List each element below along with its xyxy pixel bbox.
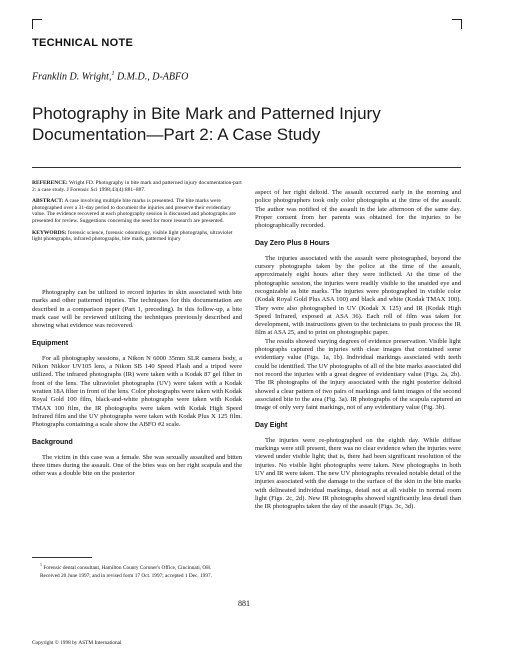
- footnote-1-text: Forensic dental consultant, Hamilton County Coroner's Office, Cincinnati, OH.: [42, 564, 212, 571]
- author-line: [32, 71, 188, 82]
- footnote-divider: [32, 557, 92, 558]
- right-column: [255, 189, 461, 511]
- footnote-1: [32, 561, 242, 572]
- keywords-label: KEYWORDS:: [32, 229, 67, 236]
- abstract-box: [32, 180, 242, 284]
- author-name: Franklin D. Wright,: [32, 71, 112, 83]
- crop-mark-top-right: [452, 19, 462, 29]
- equipment-heading: Equipment: [32, 340, 69, 348]
- intro-paragraph: Photography can be utilized to record injuries in skin associated with bite marks and other patterned injuries. The techniques for this documentation are described in a comparison paper (Part 1, preceding). In this follow-up, a bite mark case will be reviewed utilizing the techniques previously described and showing what evidence was recovered.: [32, 289, 242, 330]
- footnotes: [32, 561, 242, 581]
- page-number: 881: [238, 599, 250, 608]
- abstract-text: A case involving multiple bite marks is presented. The bite marks were photographed over a 31-day period to document the injuries and preserve their evidentiary value. The evidence recovered at each photography session is discussed and photographs are presented for review. Suggestions concerning the need for more research are presented.: [32, 198, 236, 224]
- footnote-1-mark: 1: [40, 562, 42, 567]
- title-divider: [32, 167, 461, 168]
- day-zero-paragraph-1: The injuries associated with the assault were photographed, beyond the cursory photographs taken by the police at the time of the assault, approximately eight hours after they were inflicted. At the time of the photographic session, the injuries were readily visible to the unaided eye and recognizable as bite marks. The injuries were photographed in visible color (Kodak Royal Gold Plus ASA 100) and black and white (Kodak TMAX 100). They were also photographed in UV (Kodak X 125) and IR (Kodak High Speed Infrared, exposed at ASA 36). Each roll of film was taken for development, with instructions given to the technicians to push process the IR film at ASA 25, and to print on photographic paper.: [255, 254, 461, 337]
- continuation-paragraph: aspect of her right deltoid. The assault occurred early in the morning and police photographers took only color photographs at the time of the assault. The author was notified of the assault in the late afternoon of the same day. Proper consent from her parents was obtained for the injuries to be photographically recorded.: [255, 189, 461, 230]
- section-label: TECHNICAL NOTE: [32, 37, 134, 49]
- reference-paragraph: [32, 180, 242, 193]
- author-degrees: D.M.D., D-ABFO: [114, 71, 189, 83]
- abstract-label: ABSTRACT:: [32, 198, 64, 205]
- reference-label: REFERENCE:: [32, 180, 68, 186]
- left-column: [32, 289, 242, 479]
- background-heading: Background: [32, 439, 73, 447]
- reference-text: Wright FD. Photography in bite mark and patterned injury documentation-part 2: a case study. J Forensic Sci 1998;43(4):881–887.: [32, 180, 242, 193]
- equipment-paragraph: For all photography sessions, a Nikon N 6000 35mm SLR camera body, a Nikon Nikkor UV105 lens, a Nikon SB 140 Speed Flash and a tripod were utilized. The infrared photographs (IR) were taken with a Kodak 87 gel filter in front of the lens. The ultraviolet photographs (UV) were taken with a Kodak wratten 18A filter in front of the lens. Color photographs were taken with Kodak Royal Gold 100 film, black-and-white photographs were taken with Kodak TMAX 100 film, the IR photographs were taken with Kodak High Speed Infrared film and the UV photographs were taken with Kodak Plus X 125 film. Photographs containing a scale show the ABFO #2 scale.: [32, 354, 242, 429]
- day-eight-paragraph: The injuries were re-photographed on the eighth day. While diffuse markings were still present, there was no clear evidence when the injuries were viewed under visible light; that is, there had been significant resolution of the injuries. No visible light photographs were taken. New photographs in both UV and IR were taken. The new UV photographs revealed notable detail of the injuries associated with the damage to the surface of the skin in the bite marks with delineated individual markings, detail not at all visible in normal room light (Figs. 2c, 2d). New IR photographs showed significantly less detail than the IR photographs taken the day of the assault (Figs. 3c, 3d).: [255, 436, 461, 511]
- author-footnote-mark: 1: [111, 71, 115, 77]
- background-paragraph: The victim in this case was a female. She was sexually assaulted and bitten three times during the assault. One of the bites was on her right scapula and the other was a double bite on the posterior: [32, 453, 242, 478]
- keywords-text: forensic science, forensic odontology, visible light photographs, ultraviolet light photographs, infrared photographs, bite mark, patterned injury: [32, 229, 233, 243]
- crop-mark-top-left: [32, 19, 42, 29]
- day-zero-paragraph-2: The results showed varying degrees of evidence preservation. Visible light photographs captured the injuries with clear images that contained some evidentiary value (Figs. 1a, 1b). Individual markings associated with teeth could be identified. The UV photographs of all of the bite marks associated did not record the injuries with a great degree of evidentiary value (Figs. 2a, 2b). The IR photographs of the injury associated with the right posterior deltoid showed a clear pattern of two pairs of markings and faint images of the second associated bite to the area (Fig. 3a). IR photographs of the scapula captured an image of only very faint markings, not of any evidentiary value (Fig. 3b).: [255, 337, 461, 412]
- day-zero-heading: Day Zero Plus 8 Hours: [255, 240, 330, 248]
- received-note: Received 20 June 1997; and in revised form 17 Oct. 1997; accepted 1 Dec. 1997.: [40, 572, 212, 579]
- keywords-paragraph: [32, 230, 242, 243]
- copyright-line: Copyright © 1998 by ASTM International: [32, 640, 122, 646]
- day-eight-heading: Day Eight: [255, 422, 288, 430]
- abstract-paragraph: [32, 198, 242, 224]
- paper-title: Photography in Bite Mark and Patterned Injury Documentation—Part 2: A Case Study: [32, 104, 381, 144]
